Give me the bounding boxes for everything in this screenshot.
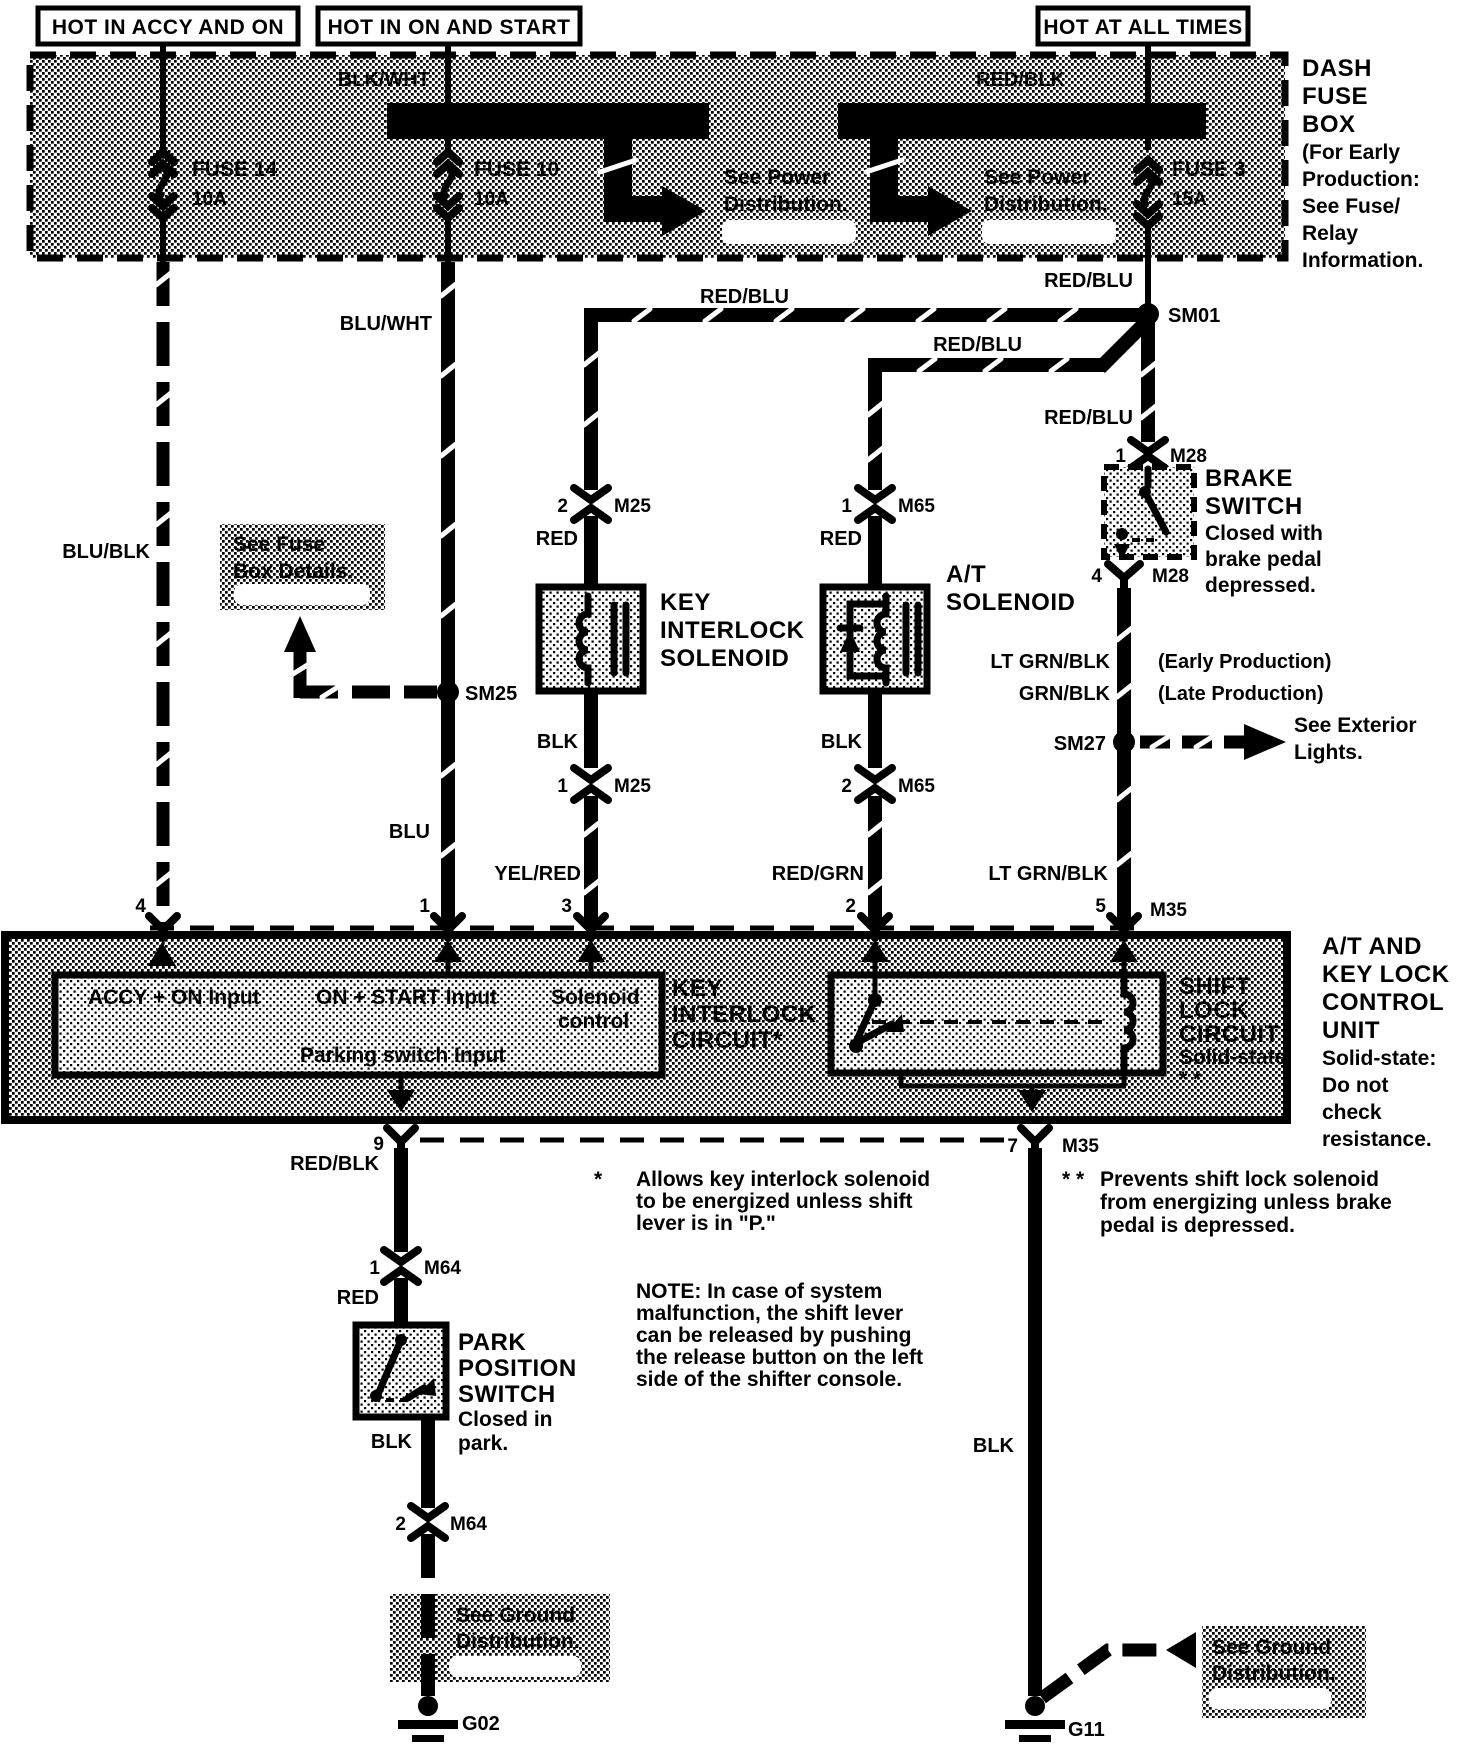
- park-position-switch: [356, 1325, 446, 1417]
- red-blu-mid-label: RED/BLU: [933, 334, 1022, 356]
- sm01-label: SM01: [1168, 305, 1221, 327]
- see-ground-left-link[interactable]: [449, 1656, 581, 1677]
- control-unit-side-note: [1322, 933, 1450, 1151]
- red-blu-low-label: RED/BLU: [1044, 407, 1133, 429]
- m28-pin1-number: 1: [1115, 446, 1126, 467]
- blk-wht-label: BLK/WHT: [337, 69, 430, 91]
- note-line5: side of the shifter console.: [636, 1368, 903, 1391]
- m35-top-name: M35: [1150, 900, 1187, 921]
- cu-side-line: check: [1322, 1101, 1382, 1124]
- m25-pin1-number: 1: [557, 776, 568, 797]
- cu-side-line: UNIT: [1322, 1017, 1380, 1044]
- side-note-line: BOX: [1302, 111, 1356, 138]
- connector-m25-pin2: [574, 488, 608, 520]
- m28-pin1-name: M28: [1170, 446, 1207, 467]
- pin7-number: 7: [1007, 1136, 1018, 1157]
- fuse10-name: FUSE 10: [474, 158, 560, 181]
- red-center-label: RED: [819, 528, 862, 550]
- hot-all-times-box: [1038, 8, 1248, 44]
- red-blk-lower-label: RED/BLK: [290, 1153, 379, 1175]
- cu-side-line: Solid-state:: [1322, 1047, 1437, 1070]
- switch-contact-dot: [370, 1390, 382, 1402]
- grn-blk-label: GRN/BLK: [1018, 683, 1110, 705]
- brake-switch-line4: brake pedal: [1205, 548, 1322, 571]
- m64-pin2-name: M64: [450, 1514, 487, 1535]
- note-line2: malfunction, the shift lever: [636, 1302, 904, 1325]
- g11-label: G11: [1068, 1719, 1105, 1741]
- m64-pin2-number: 2: [395, 1514, 406, 1535]
- dstar-note-line3: pedal is depressed.: [1100, 1214, 1295, 1237]
- shift-lock-line5: * *: [1179, 1068, 1202, 1091]
- park-switch-line4: Closed in: [458, 1408, 553, 1431]
- cu-side-line: Do not: [1322, 1074, 1389, 1097]
- park-switch-line5: park.: [458, 1432, 509, 1455]
- cu-side-line: resistance.: [1322, 1128, 1432, 1151]
- blu-blk-label: BLU/BLK: [62, 541, 150, 563]
- blu-label: BLU: [388, 821, 430, 843]
- up-arrow-icon: [284, 616, 316, 652]
- see-ground-left-line2: Distribution.: [456, 1630, 580, 1653]
- hot-on-start-box: [318, 8, 580, 44]
- see-fuse-link[interactable]: [234, 584, 370, 605]
- see-ground-right-line2: Distribution.: [1212, 1662, 1336, 1685]
- see-ground-right-arrow: [1042, 1632, 1196, 1698]
- fuse-box-side-note: [1302, 55, 1423, 272]
- parking-switch-input-label: Parking switch Input: [300, 1044, 506, 1067]
- g02-ground-icon: [398, 1696, 458, 1742]
- m25-pin1-name: M25: [614, 776, 651, 797]
- red-blk-label: RED/BLK: [976, 69, 1065, 91]
- connector-m28-pin4: [1108, 564, 1140, 592]
- see-fuse-line2: Box Details.: [233, 560, 354, 583]
- dstar-note-line1: Prevents shift lock solenoid: [1100, 1168, 1379, 1191]
- shift-lock-line2: LOCK: [1179, 997, 1249, 1024]
- see-ground-left-line1: See Ground: [456, 1604, 576, 1627]
- connector-m25-pin1: [574, 768, 608, 800]
- red-blu-top-label: RED/BLU: [700, 286, 789, 308]
- note-line4: the release button on the left: [636, 1346, 924, 1369]
- m65-pin1-name: M65: [898, 496, 935, 517]
- hot-on-start-label: HOT IN ON AND START: [327, 16, 571, 39]
- m25-pin2-number: 2: [557, 496, 568, 517]
- hot-accy-label: HOT IN ACCY AND ON: [51, 16, 285, 39]
- bus-bar-1: [387, 103, 709, 139]
- side-note-line: Information.: [1302, 249, 1424, 272]
- connector-m65-pin2: [858, 768, 892, 800]
- at-solenoid: [823, 587, 927, 691]
- connector-m64-pin1: [384, 1250, 418, 1282]
- blk-park-label: BLK: [370, 1431, 412, 1453]
- see-exterior-line1: See Exterior: [1294, 714, 1417, 737]
- fuse10-rating: 10A: [474, 189, 509, 210]
- fuse14-name: FUSE 14: [192, 158, 278, 181]
- see-power-2-line2: Distribution.: [984, 193, 1108, 216]
- side-note-line: DASH: [1302, 55, 1373, 82]
- hot-accy-box: [38, 8, 298, 44]
- key-solenoid-line2: INTERLOCK: [660, 617, 805, 644]
- star-symbol: *: [594, 1168, 603, 1191]
- cu-side-line: CONTROL: [1322, 989, 1445, 1016]
- at-solenoid-line1: A/T: [946, 561, 987, 588]
- side-note-line: FUSE: [1302, 83, 1369, 110]
- pin4-number: 4: [135, 896, 146, 917]
- brake-switch-line3: Closed with: [1205, 522, 1323, 545]
- sm25-splice-dot: [437, 681, 459, 703]
- solenoid-control-label1: Solenoid: [551, 986, 640, 1009]
- left-arrow-icon: [1166, 1632, 1196, 1668]
- blk-g11-label: BLK: [972, 1435, 1014, 1457]
- shift-lock-line1: SHIFT: [1179, 973, 1251, 1000]
- brake-switch-line1: BRAKE: [1205, 465, 1293, 492]
- blk-left-label: BLK: [536, 731, 578, 753]
- sm25-label: SM25: [465, 683, 518, 705]
- m65-pin2-name: M65: [898, 776, 935, 797]
- pin9-number: 9: [373, 1134, 384, 1155]
- red-blu-feed-label: RED/BLU: [1044, 270, 1133, 292]
- m65-pin2-number: 2: [841, 776, 852, 797]
- lt-grn-blk-lower-label: LT GRN/BLK: [988, 863, 1108, 885]
- key-interlock-solenoid: [539, 587, 643, 691]
- sm01-splice-dot: [1137, 303, 1159, 325]
- brake-switch-line5: depressed.: [1205, 574, 1316, 597]
- pin5-number: 5: [1095, 896, 1106, 917]
- at-solenoid-line2: SOLENOID: [946, 589, 1076, 616]
- shift-lock-line4: Solid-state: [1179, 1046, 1287, 1069]
- m35-bottom-name: M35: [1062, 1136, 1099, 1157]
- wire-red-blu-diagonal: [1100, 322, 1146, 368]
- fuse14-rating: 10A: [192, 189, 227, 210]
- see-ground-right-line1: See Ground: [1212, 1636, 1332, 1659]
- solenoid-control-label2: control: [558, 1010, 630, 1033]
- shift-lock-line3: CIRCUIT: [1179, 1021, 1280, 1048]
- g11-ground-icon: [1005, 1696, 1065, 1742]
- side-note-line: Production:: [1302, 168, 1420, 191]
- bus-bar-2: [838, 103, 1206, 139]
- park-switch-line3: SWITCH: [458, 1381, 556, 1408]
- sm27-label: SM27: [1053, 733, 1106, 755]
- g02-label: G02: [462, 1713, 500, 1735]
- hot-all-times-label: HOT AT ALL TIMES: [1043, 16, 1243, 39]
- connector-m64-pin2: [411, 1506, 445, 1538]
- lt-grn-blk-upper-label: LT GRN/BLK: [990, 651, 1110, 673]
- m64-pin1-number: 1: [369, 1258, 380, 1279]
- side-note-line: See Fuse/: [1302, 195, 1401, 218]
- sm25-branch: [284, 616, 459, 703]
- side-note-line: (For Early: [1302, 141, 1401, 164]
- key-solenoid-line3: SOLENOID: [660, 645, 790, 672]
- double-star-symbol: * *: [1062, 1168, 1085, 1191]
- m28-pin4-name: M28: [1152, 566, 1189, 587]
- see-fuse-details-box: [220, 524, 385, 610]
- on-start-input-label: ON + START Input: [316, 986, 498, 1009]
- see-fuse-line1: See Fuse: [233, 533, 326, 556]
- cu-side-line: A/T AND: [1322, 933, 1422, 960]
- brake-switch-line2: SWITCH: [1205, 493, 1303, 520]
- m65-pin1-number: 1: [841, 496, 852, 517]
- park-switch-line2: POSITION: [458, 1355, 577, 1382]
- right-arrow-icon: [1244, 724, 1286, 760]
- side-note-line: Relay: [1302, 222, 1359, 245]
- see-ground-right-box: [1202, 1626, 1366, 1718]
- key-solenoid-line1: KEY: [660, 589, 711, 616]
- star-note-line2: to be energized unless shift: [636, 1190, 913, 1213]
- accy-on-input-label: ACCY + ON Input: [88, 986, 260, 1009]
- red-grn-label: RED/GRN: [771, 863, 864, 885]
- connector-m28-pin1: [1131, 440, 1165, 468]
- note-line1: NOTE: In case of system: [636, 1280, 883, 1303]
- m28-pin4-number: 4: [1091, 566, 1102, 587]
- park-switch-line1: PARK: [458, 1329, 527, 1356]
- cu-side-line: KEY LOCK: [1322, 961, 1450, 988]
- see-power-1-line1: See Power: [724, 166, 831, 189]
- late-production-label: (Late Production): [1158, 683, 1324, 705]
- see-power-1-link[interactable]: [722, 220, 856, 244]
- see-power-1-line2: Distribution.: [724, 193, 848, 216]
- key-interlock-circuit-line1: KEY: [672, 975, 723, 1002]
- pin2-number: 2: [845, 896, 856, 917]
- see-exterior-line2: Lights.: [1294, 741, 1363, 764]
- dstar-note-line2: from energizing unless brake: [1100, 1191, 1392, 1214]
- blu-wht-label: BLU/WHT: [339, 313, 432, 335]
- star-note-line3: lever is in "P.": [636, 1212, 776, 1235]
- see-ground-right-link[interactable]: [1209, 1688, 1331, 1709]
- key-interlock-circuit-line3: CIRCUIT*: [672, 1027, 783, 1054]
- pin3-number: 3: [561, 896, 572, 917]
- switch-contact-dot: [1116, 528, 1128, 540]
- m25-pin2-name: M25: [614, 496, 651, 517]
- connector-m65-pin1: [858, 488, 892, 520]
- control-unit: [5, 935, 1287, 1120]
- blk-center-label: BLK: [820, 731, 862, 753]
- red-left-label: RED: [535, 528, 578, 550]
- red-park-label: RED: [336, 1287, 379, 1309]
- star-note-line1: Allows key interlock solenoid: [636, 1168, 931, 1191]
- yel-red-label: YEL/RED: [494, 863, 581, 885]
- m64-pin1-name: M64: [424, 1258, 461, 1279]
- fuse3-name: FUSE 3: [1172, 158, 1246, 181]
- early-production-label: (Early Production): [1158, 651, 1332, 673]
- fuse3-rating: 15A: [1172, 189, 1207, 210]
- pin1-number: 1: [419, 896, 430, 917]
- see-power-2-line1: See Power: [984, 166, 1091, 189]
- see-power-2-link[interactable]: [982, 220, 1116, 244]
- key-interlock-circuit-line2: INTERLOCK: [672, 1001, 817, 1028]
- brake-switch: [1104, 467, 1194, 560]
- note-line3: can be released by pushing: [636, 1324, 912, 1347]
